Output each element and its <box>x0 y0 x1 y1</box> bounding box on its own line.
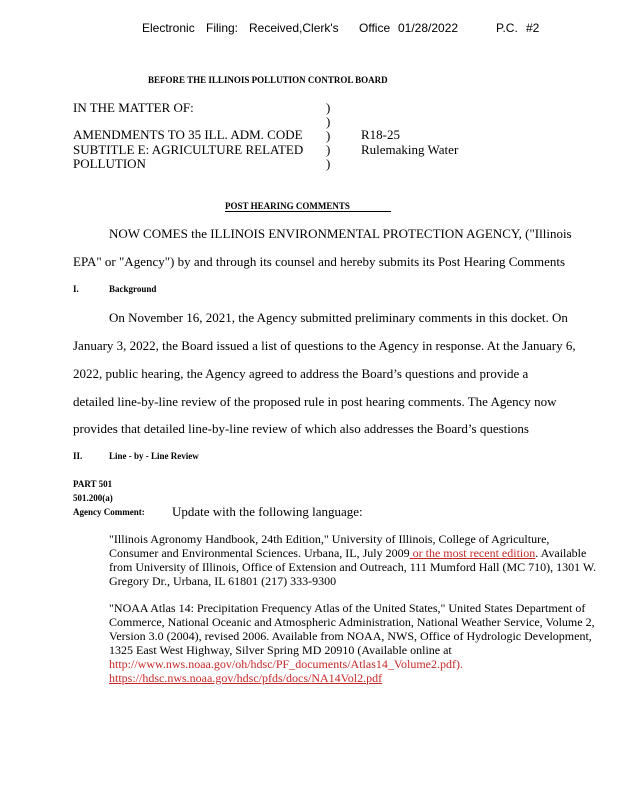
document-title-underline <box>225 211 391 212</box>
background-line-3: 2022, public hearing, the Agency agreed to address the Board’s questions and provide a <box>73 366 529 381</box>
agency-comment-label: Agency Comment: <box>73 507 145 517</box>
caption-rulemaking-type: Rulemaking Water <box>361 142 459 157</box>
background-line-4: detailed line-by-line review of the proposed rule in post hearing comments. The Agency now <box>73 394 557 409</box>
caption-paren: ) <box>326 128 331 143</box>
section-1-number: I. <box>73 284 79 294</box>
section-2-number: II. <box>73 451 83 461</box>
reference-2-url-deleted[interactable]: http://www.nws.noaa.gov/oh/hdsc/PF_documents/Atlas14_Volume2.pdf). <box>109 657 463 671</box>
reference-agronomy-handbook <box>109 532 599 588</box>
section-1-title: Background <box>109 284 157 294</box>
header-pc: P.C. <box>496 21 518 35</box>
reference-noaa-atlas <box>109 601 599 685</box>
document-title: POST HEARING COMMENTS <box>225 201 350 211</box>
caption-paren: ) <box>326 114 331 129</box>
part-label: PART 501 <box>73 479 113 489</box>
reference-1-inserted-text: or the most recent edition <box>409 546 536 560</box>
caption-amendments-line3: POLLUTION <box>73 156 146 171</box>
caption-amendments-line2: SUBTITLE E: AGRICULTURE RELATED <box>73 142 304 157</box>
header-pc-number: #2 <box>526 21 540 35</box>
header-received: Received,Clerk's <box>249 21 339 35</box>
section-2-title: Line - by - Line Review <box>109 451 199 461</box>
intro-line-2: EPA" or "Agency") by and through its counsel and hereby submits its Post Hearing Comments <box>73 254 566 269</box>
caption-paren: ) <box>326 156 331 171</box>
agency-comment-text: Update with the following language: <box>172 504 363 519</box>
caption-amendments-line1: AMENDMENTS TO 35 ILL. ADM. CODE <box>73 127 303 142</box>
section-label: 501.200(a) <box>73 493 113 503</box>
reference-2-url-inserted[interactable]: https://hdsc.nws.noaa.gov/hdsc/pfds/docs/NA14Vol2.pdf <box>109 671 383 685</box>
header-date: 01/28/2022 <box>398 21 459 35</box>
header-filing: Filing: <box>206 21 239 35</box>
caption-docket-number: R18-25 <box>361 127 400 142</box>
reference-2-text: "NOAA Atlas 14: Precipitation Frequency Atlas of the United States," United States Department of Commerce, National Oceanic and Atmospheric Administration, National Weather Service, Volume 2, Version 3.0 (2004), revised 2006. Available from NOAA, NWS, Office of Hydrologic Development, 1325 East West Highway, Silver Spring MD 20910 (Available online at <box>109 601 595 657</box>
intro-line-1: NOW COMES the ILLINOIS ENVIRONMENTAL PROTECTION AGENCY, ("Illinois <box>109 226 572 241</box>
background-line-1: On November 16, 2021, the Agency submitted preliminary comments in this docket. On <box>109 310 568 325</box>
caption-paren: ) <box>326 100 331 115</box>
board-title: BEFORE THE ILLINOIS POLLUTION CONTROL BOARD <box>148 75 388 85</box>
background-line-2: January 3, 2022, the Board issued a list of questions to the Agency in response. At the January 6, <box>73 338 576 353</box>
header-office: Office <box>359 21 391 35</box>
caption-in-the-matter: IN THE MATTER OF: <box>73 100 194 115</box>
reference-1-text: "Illinois Agronomy Handbook, 24th Edition," University of Illinois, College of Agriculture, Consumer and Environmental Sciences. Urbana, IL, July 2009 <box>109 532 550 560</box>
caption-paren: ) <box>326 142 331 157</box>
background-line-5: provides that detailed line-by-line review of which also addresses the Board’s questions <box>73 421 529 436</box>
header-electronic: Electronic <box>142 21 195 35</box>
reference-1-text-continued: . Available from University of Illinois, Office of Extension and Outreach, 111 Mumford Hall (MC 710), 1301 W. Gregory Dr., Urbana, IL 61801 (217) 333-9300 <box>109 546 597 588</box>
